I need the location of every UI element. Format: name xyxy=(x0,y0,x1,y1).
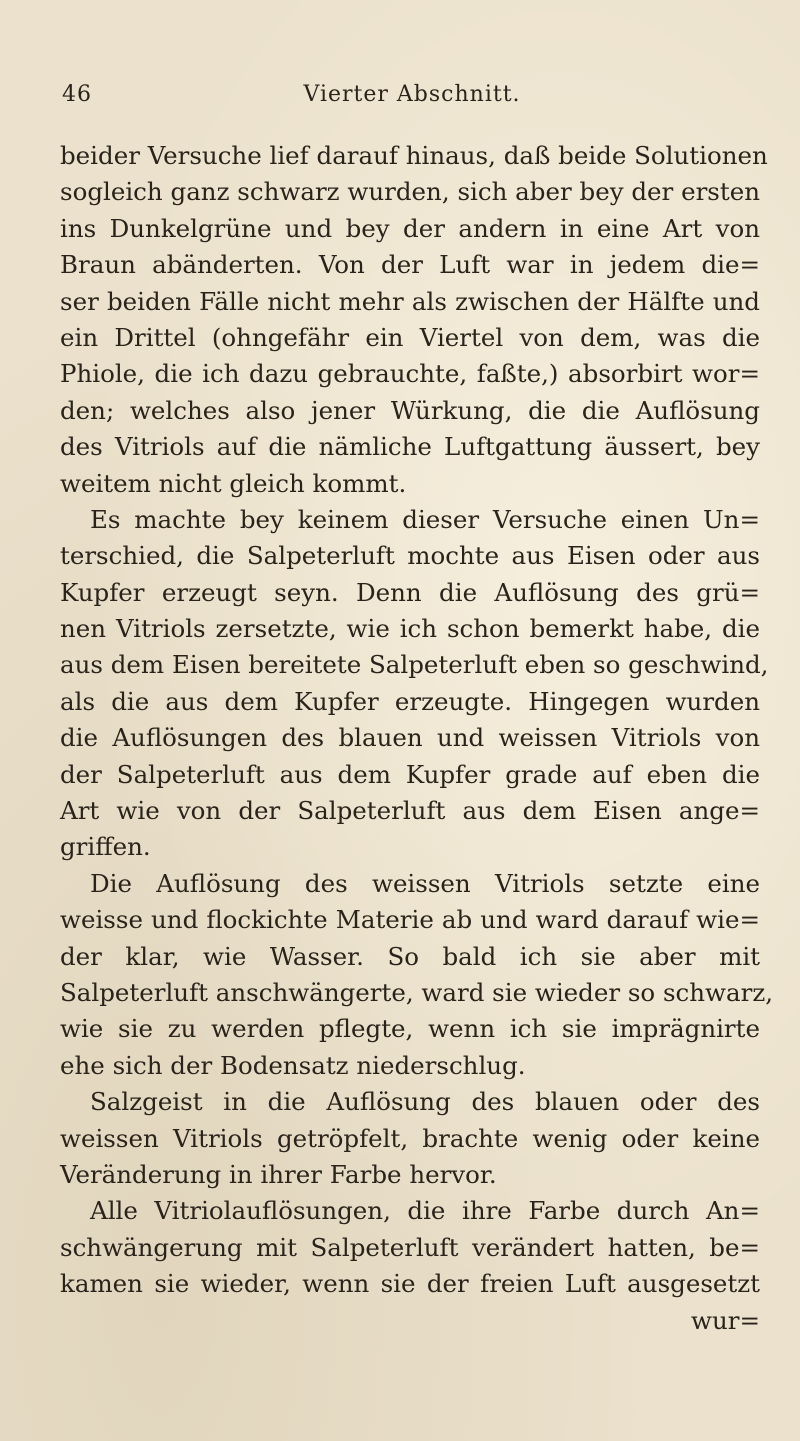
page-number: 46 xyxy=(62,82,92,107)
text-line: Braun abänderten. Von der Luft war in jedem die= xyxy=(60,250,760,280)
text-line: den; welches also jener Würkung, die die Auflösung xyxy=(60,395,760,425)
text-line: Alle Vitriolauflösungen, die ihre Farbe durch An= xyxy=(90,1196,760,1226)
text-line: des Vitriols auf die nämliche Luftgattung äussert, bey xyxy=(60,432,760,462)
text-line: Salzgeist in die Auflösung des blauen oder des xyxy=(90,1087,760,1117)
text-line: weitem nicht gleich kommt. xyxy=(60,468,407,498)
page-header xyxy=(62,82,752,122)
text-line: sogleich ganz schwarz wurden, sich aber bey der ersten xyxy=(60,177,760,207)
text-line: Kupfer erzeugt seyn. Denn die Auflösung des grü= xyxy=(60,577,760,607)
text-line: schwängerung mit Salpeterluft verändert hatten, be= xyxy=(60,1232,760,1262)
text-line: Phiole, die ich dazu gebrauchte, faßte,) absorbirt wor= xyxy=(60,359,760,389)
text-line: wie sie zu werden pflegte, wenn ich sie imprägnirte xyxy=(60,1014,760,1044)
text-line: der Salpeterluft aus dem Kupfer grade auf eben die xyxy=(60,759,760,789)
text-line: beider Versuche lief darauf hinaus, daß beide Solutionen xyxy=(60,141,768,170)
text-line: Salpeterluft anschwängerte, ward sie wieder so schwarz, xyxy=(60,977,774,1007)
text-line: griffen. xyxy=(60,832,151,862)
body-text xyxy=(60,138,774,1339)
text-line: kamen sie wieder, wenn sie der freien Luft ausgesetzt xyxy=(60,1269,760,1299)
text-line: weisse und flockichte Materie ab und ward darauf wie= xyxy=(60,905,760,935)
text-line: terschied, die Salpeterluft mochte aus Eisen oder aus xyxy=(60,541,760,571)
text-line: als die aus dem Kupfer erzeugte. Hingegen wurden xyxy=(60,686,760,716)
text-line: Art wie von der Salpeterluft aus dem Eisen ange= xyxy=(60,796,760,826)
text-line: Die Auflösung des weissen Vitriols setzte eine xyxy=(90,868,760,898)
text-line: Veränderung in ihrer Farbe hervor. xyxy=(60,1159,497,1189)
text-line: Es machte bey keinem dieser Versuche einen Un= xyxy=(90,504,760,534)
running-head: Vierter Abschnitt. xyxy=(303,82,521,107)
text-line: ehe sich der Bodensatz niederschlug. xyxy=(60,1050,526,1080)
text-line: weissen Vitriols getröpfelt, brachte wenig oder keine xyxy=(60,1123,760,1153)
text-line: aus dem Eisen bereitete Salpeterluft eben so geschwind, xyxy=(60,650,769,680)
text-line: ein Drittel (ohngefähr ein Viertel von dem, was die xyxy=(60,322,760,352)
text-line: die Auflösungen des blauen und weissen Vitriols von xyxy=(60,723,760,753)
text-line: nen Vitriols zersetzte, wie ich schon bemerkt habe, die xyxy=(60,614,760,644)
text-line: wur= xyxy=(691,1305,760,1335)
text-line: ins Dunkelgrüne und bey der andern in eine Art von xyxy=(60,213,760,243)
text-line: der klar, wie Wasser. So bald ich sie aber mit xyxy=(60,941,760,971)
text-line: ser beiden Fälle nicht mehr als zwischen der Hälfte und xyxy=(60,286,760,316)
